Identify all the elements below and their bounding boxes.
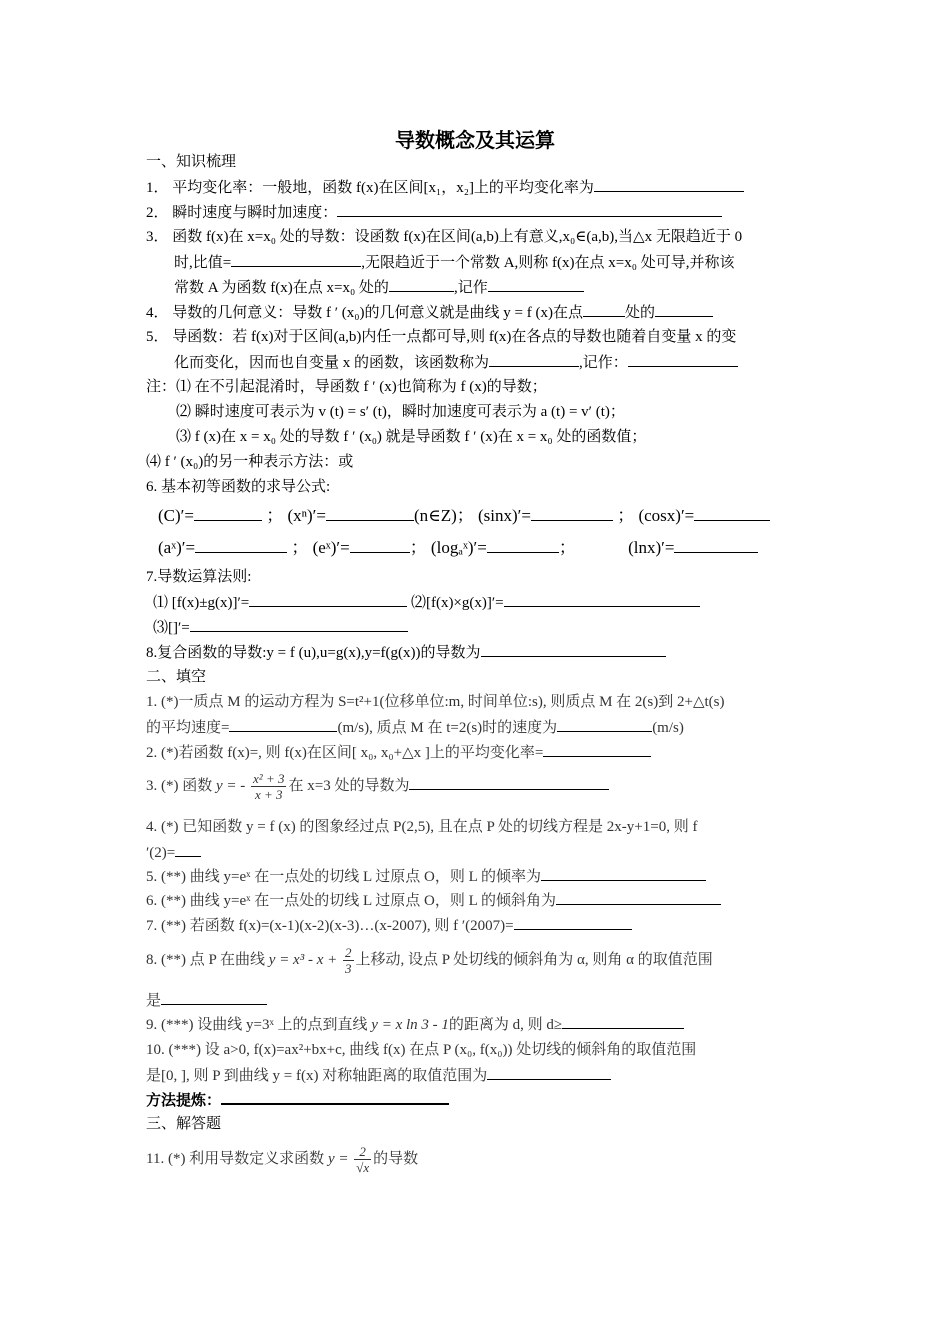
- page-title: 导数概念及其运算: [395, 128, 555, 152]
- composite-rule: 8.复合函数的导数:y = f (u),u=g(x),y=f(g(x))的导数为: [146, 642, 666, 663]
- question-10-line-2: 是[0, ], 则 P 到曲线 y = f(x) 对称轴距离的取值范围为: [146, 1065, 611, 1086]
- section-heading-1: 一、知识梳理: [146, 154, 237, 170]
- answer-blank[interactable]: [194, 506, 262, 521]
- answer-blank[interactable]: [674, 538, 758, 553]
- answer-blank[interactable]: [489, 352, 579, 367]
- section-heading-2: 二、填空: [146, 669, 207, 685]
- item-4: 4． 导数的几何意义：导数 f ′ (x₀)的几何意义就是曲线 y = f (x)在点 处的: [146, 302, 713, 323]
- question-11: 11. (*) 利用导数定义求函数 y = $\frac{2}{√x}$ 的导数: [146, 1144, 419, 1176]
- rules-heading: 7.导数运算法则:: [146, 569, 252, 585]
- question-8: 8. (**) 点 P 在曲线 y = x³ - x + $\frac{2}{3}$ 上移动, 设点 P 处切线的倾斜角为 α, 则角 α 的取值范围: [146, 945, 713, 977]
- question-10-line-1: 10. (***) 设 a>0, f(x)=ax²+bx+c, 曲线 f(x) 在点 P (x₀, f(x₀)) 处切线的倾斜角的取值范围: [146, 1042, 697, 1058]
- answer-blank[interactable]: [231, 252, 361, 267]
- fraction: $\frac{2}{3}$: [345, 945, 352, 977]
- question-4-line-2: ′(2)=: [146, 842, 201, 863]
- item-3-line-1: 3． 函数 f(x)在 x=x₀ 处的导数：设函数 f(x)在区间(a,b)上有意义,x₀∈(a,b),当△x 无限趋近于 0: [146, 229, 743, 245]
- answer-blank[interactable]: [543, 742, 651, 757]
- answer-blank[interactable]: [583, 302, 625, 317]
- answer-blank[interactable]: [389, 277, 454, 292]
- fraction: $\frac{\text{x² + 3}}{x + 3}$: [253, 771, 285, 803]
- answer-blank[interactable]: [195, 538, 287, 553]
- item-5-line-1: 5． 导函数：若 f(x)对于区间(a,b)内任一点都可导,则 f(x)在各点的导数也随着自变量 x 的变: [146, 329, 737, 345]
- question-1-line-1: 1. (*)一质点 M 的运动方程为 S=t²+1(位移单位:m, 时间单位:s), 则质点 M 在 2(s)到 2+△t(s): [146, 694, 725, 710]
- question-7: 7. (**) 若函数 f(x)=(x-1)(x-2)(x-3)…(x-2007), 则 f ′(2007)=: [146, 915, 632, 936]
- answer-blank[interactable]: [175, 842, 201, 857]
- rule-row-2: ⑶[]′=: [153, 617, 408, 638]
- question-2: 2. (*)若函数 f(x)=, 则 f(x)在区间[ x₀, x₀+△x ]上的平均变化率=: [146, 742, 651, 763]
- formula-row-1: (C)′= ； (xⁿ)′= (n∈Z)； (sinx)′= ； (cosx)′=: [158, 506, 770, 526]
- answer-blank[interactable]: [541, 866, 706, 881]
- answer-blank[interactable]: [190, 617, 408, 632]
- answer-blank[interactable]: [694, 506, 770, 521]
- method-summary: 方法提炼：: [146, 1089, 449, 1110]
- answer-blank[interactable]: [409, 775, 609, 790]
- answer-blank[interactable]: [487, 1065, 611, 1080]
- answer-blank[interactable]: [249, 592, 407, 607]
- answer-blank[interactable]: [161, 990, 267, 1005]
- fraction: $\frac{2}{√x}$: [356, 1144, 370, 1176]
- item-2: 2． 瞬时速度与瞬时加速度：: [146, 202, 722, 223]
- note-1: 注：⑴ 在不引起混淆时，导函数 f ′ (x)也简称为 f (x)的导数；: [146, 379, 547, 395]
- question-8-line-2: 是: [146, 990, 267, 1011]
- answer-blank[interactable]: [337, 202, 722, 217]
- answer-blank[interactable]: [594, 177, 744, 192]
- answer-blank[interactable]: [557, 717, 652, 732]
- item-3-line-2: 时,比值= ,无限趋近于一个常数 A,则称 f(x)在点 x=x₀ 处可导,并称该: [174, 252, 734, 273]
- note-4: ⑷ f ′ (x₀)的另一种表示方法：或: [146, 454, 354, 470]
- question-1-line-2: 的平均速度= (m/s), 质点 M 在 t=2(s)时的速度为 (m/s): [146, 717, 684, 738]
- answer-blank[interactable]: [350, 538, 410, 553]
- note-2: ⑵ 瞬时速度可表示为 v (t) = s′ (t)，瞬时加速度可表示为 a (t) = v′ (t)；: [176, 404, 625, 420]
- note-3: ⑶ f (x)在 x = x₀ 处的导数 f ′ (x₀) 就是导函数 f ′ (x)在 x = x₀ 处的函数值；: [176, 429, 647, 445]
- section-heading-3: 三、解答题: [146, 1116, 222, 1132]
- answer-blank[interactable]: [562, 1014, 684, 1029]
- question-4-line-1: 4. (*) 已知函数 y = f (x) 的图象经过点 P(2,5), 且在点 P 处的切线方程是 2x-y+1=0, 则 f: [146, 819, 698, 835]
- item-5-line-2: 化而变化，因而也自变量 x 的函数，该函数称为 ,记作：: [174, 352, 738, 373]
- item-3-line-3: 常数 A 为函数 f(x)在点 x=x₀ 处的 ,记作: [174, 277, 584, 298]
- answer-blank[interactable]: [221, 1089, 449, 1105]
- question-9: 9. (***) 设曲线 y=3ˣ 上的点到直线 y = x ln 3 - 1的距离为 d, 则 d≥: [146, 1014, 684, 1035]
- item-1: 1． 平均变化率：一般地，函数 f(x)在区间[x₁，x₂]上的平均变化率为: [146, 177, 744, 198]
- answer-blank[interactable]: [488, 277, 584, 292]
- answer-blank[interactable]: [487, 538, 559, 553]
- answer-blank[interactable]: [628, 352, 738, 367]
- answer-blank[interactable]: [514, 915, 632, 930]
- rule-row-1: ⑴ [f(x)±g(x)]′= ⑵[f(x)×g(x)]′=: [153, 592, 700, 613]
- answer-blank[interactable]: [556, 890, 721, 905]
- answer-blank[interactable]: [229, 717, 337, 732]
- answer-blank[interactable]: [504, 592, 700, 607]
- question-5: 5. (**) 曲线 y=eˣ 在一点处的切线 L 过原点 O，则 L 的倾率为: [146, 866, 706, 887]
- question-3: 3. (*) 函数 y = - $\frac{\text{x² + 3}}{x + 3}$ 在 x=3 处的导数为: [146, 768, 609, 804]
- formula-row-2: (aˣ)′= ； (eˣ)′= ； (logₐˣ)′= ； (lnx)′=: [158, 538, 758, 558]
- question-6: 6. (**) 曲线 y=eˣ 在一点处的切线 L 过原点 O，则 L 的倾斜角为: [146, 890, 721, 911]
- formulas-heading: 6. 基本初等函数的求导公式:: [146, 479, 331, 495]
- answer-blank[interactable]: [481, 642, 666, 657]
- answer-blank[interactable]: [655, 302, 713, 317]
- answer-blank[interactable]: [326, 506, 414, 521]
- answer-blank[interactable]: [531, 506, 613, 521]
